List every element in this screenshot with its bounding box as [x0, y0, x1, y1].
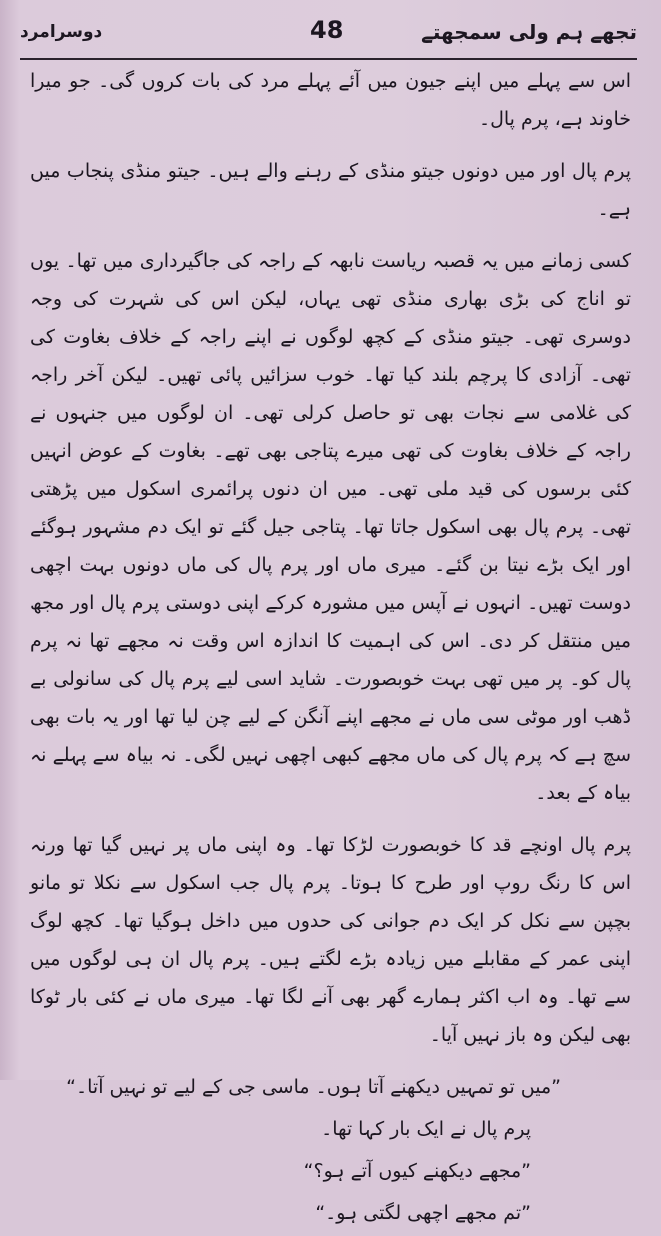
dialogue-line: ”تم مجھے اچھی لگتی ہو۔“: [315, 1202, 531, 1224]
paragraph: پرم پال اونچے قد کا خوبصورت لڑکا تھا۔ وہ اپنی ماں پر نہیں گیا تھا ورنہ اس کا رنگ روپ اور طرح کا ہوتا۔ پرم پال جب اسکول سے نکلا تو مانو بچپن سے نکل کر ایک دم جوانی کی حدوں میں داخل ہوگیا تھا۔ کچھ لوگ اپنی عمر کے مقابلے میں زیادہ بڑے لگتے ہیں۔ پرم پال ان ہی لوگوں میں سے تھا۔ وہ اب اکثر ہمارے گھر بھی آنے لگا تھا۔ میری ماں نے کئی بار ٹوکا بھی لیکن وہ باز نہیں آیا۔: [30, 834, 631, 1046]
dialogue-line: ”مجھے دیکھنے کیوں آتے ہو؟“: [303, 1160, 531, 1182]
body-text: [30, 62, 631, 1236]
paragraph: اس سے پہلے میں اپنے جیون میں آئے پہلے مرد کی بات کروں گی۔ جو میرا خاوند ہے، پرم پال۔: [30, 70, 631, 130]
story-title: دوسرامرد: [20, 22, 103, 42]
paragraph: پرم پال اور میں دونوں جیتو منڈی کے رہنے والے ہیں۔ جیتو منڈی پنجاب میں ہے۔: [30, 160, 631, 220]
paragraph: کسی زمانے میں یہ قصبہ ریاست نابھہ کے راجہ کی جاگیرداری میں تھا۔ یوں تو اناج کی بڑی بھاری منڈی تھی یہاں، لیکن اس کی شہرت کی وجہ دوسری تھی۔ جیتو منڈی کے کچھ لوگوں نے اپنے راجہ کے خلاف بغاوت کی تھی۔ آزادی کا پرچم بلند کیا تھا۔ خوب سزائیں پائی تھیں۔ لیکن آخر راجہ کی غلامی سے نجات بھی تو حاصل کرلی تھی۔ ان لوگوں میں جنہوں نے راجہ کے خلاف بغاوت کی تھی میرے پتاجی بھی تھے۔ بغاوت کے عوض انہیں کئی برسوں کی قید ملی تھی۔ میں ان دنوں پرائمری اسکول میں پڑھتی تھی۔ پرم پال بھی اسکول جاتا تھا۔ پتاجی جیل گئے تو ایک دم مشہور ہوگئے اور ایک بڑے نیتا بن گئے۔ میری ماں اور پرم پال کی ماں دونوں بہت اچھی دوست تھیں۔ انہوں نے آپس میں مشورہ کرکے اپنی دوستی پرم پال اور مجھ میں منتقل کر دی۔ اس کی اہمیت کا اندازہ اس وقت نہ مجھے تھا نہ پرم پال کو۔ پر میں تھی بہت خوبصورت۔ شاید اسی لیے پرم پال کی سانولی بے ڈھب اور موٹی سی ماں نے مجھے اپنے آنگن کے لیے چن لیا تھا اور یہ بات بھی سچ ہے کہ پرم پال کی ماں مجھے کبھی اچھی نہیں لگی۔ نہ بیاہ سے پہلے نہ بیاہ کے بعد۔: [30, 250, 631, 804]
page-header: [20, 14, 637, 60]
page-number: 48: [310, 16, 344, 44]
dialogue-line: پرم پال نے ایک بار کہا تھا۔: [321, 1118, 531, 1140]
book-title: تجھے ہم ولی سمجھتے: [421, 20, 637, 44]
dialogue-line: ”میں تو تمہیں دیکھنے آتا ہوں۔ ماسی جی کے لیے تو نہیں آتا۔“: [66, 1076, 561, 1098]
